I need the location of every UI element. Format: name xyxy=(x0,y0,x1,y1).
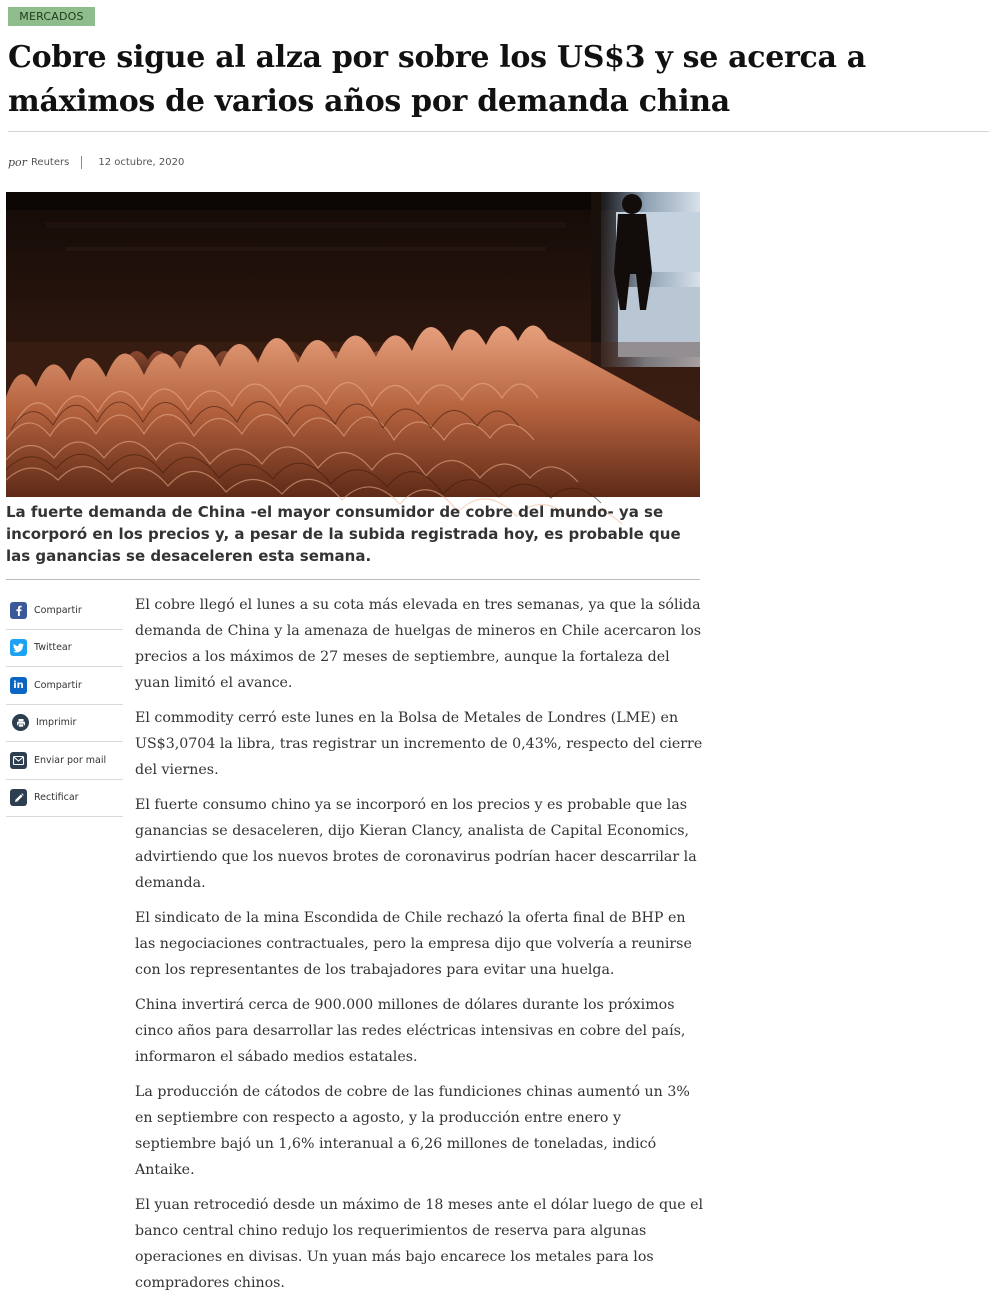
byline-separator xyxy=(81,156,82,169)
share-facebook-button[interactable] xyxy=(6,592,123,630)
paragraph: El commodity cerró este lunes en la Bolsa de Metales de Londres (LME) en US$3,0704 la libra, tras registrar un incremento de 0,43%, respecto del cierre del viernes. xyxy=(135,710,703,778)
author-name[interactable]: Reuters xyxy=(30,156,70,168)
print-label: Imprimir xyxy=(36,717,77,729)
category-tag[interactable]: MERCADOS xyxy=(8,7,95,26)
byline-prefix: por xyxy=(8,155,27,169)
paragraph: El yuan retrocedió desde un máximo de 18 meses ante el dólar luego de que el banco central chino redujo los requerimientos de reserva para algunas operaciones en divisas. Un yuan más bajo encarece los metales para los compradores chinos. xyxy=(135,1197,704,1291)
print-button[interactable] xyxy=(6,705,123,743)
paragraph: El sindicato de la mina Escondida de Chile rechazó la oferta final de BHP en las negociaciones contractuales, pero la empresa dijo que volvería a reunirse con los representantes de los trabajadores para evitar una huelga. xyxy=(135,910,692,978)
facebook-icon xyxy=(10,602,27,619)
byline xyxy=(8,154,184,170)
publish-date: 12 octubre, 2020 xyxy=(98,156,185,168)
paragraph: El fuerte consumo chino ya se incorporó en los precios y es probable que las ganancias se desaceleren, dijo Kieran Clancy, analista de Capital Economics, advirtiendo que los nuevos brotes de coronavirus podrían hacer descarrilar la demanda. xyxy=(135,797,697,891)
print-icon xyxy=(12,714,29,731)
correction-button[interactable] xyxy=(6,780,123,818)
article-body xyxy=(135,592,705,1305)
pencil-icon xyxy=(10,789,27,806)
paragraph: El cobre llegó el lunes a su cota más elevada en tres semanas, ya que la sólida demanda de China y la amenaza de huelgas de mineros en Chile acercaron los precios a los máximos de 27 meses de septiembre, aunque la fortaleza del yuan limitó el avance. xyxy=(135,597,702,691)
divider xyxy=(8,131,989,132)
email-button[interactable] xyxy=(6,742,123,780)
share-twitter-button[interactable] xyxy=(6,630,123,668)
share-linkedin-button[interactable] xyxy=(6,667,123,705)
paragraph: China invertirá cerca de 900.000 millones de dólares durante los próximos cinco años para desarrollar las redes eléctricas intensivas en cobre del país, informaron el sábado medios estatales. xyxy=(135,997,686,1065)
share-facebook-label: Compartir xyxy=(34,604,82,616)
article-hero-image xyxy=(6,192,700,497)
share-toolbar xyxy=(6,592,123,817)
divider xyxy=(6,579,700,580)
linkedin-icon: in xyxy=(10,677,27,694)
share-twitter-label: Twittear xyxy=(34,642,72,654)
article-title: Cobre sigue al alza por sobre los US$3 y se acerca a máximos de varios años por demanda china xyxy=(8,40,866,119)
email-label: Enviar por mail xyxy=(34,754,107,766)
paragraph: La producción de cátodos de cobre de las fundiciones chinas aumentó un 3% en septiembre con respecto a agosto, y la producción entre enero y septiembre bajó un 1,6% interanual a 6,26 millones de toneladas, indicó Antaike. xyxy=(135,1084,690,1178)
copper-cathodes-photo xyxy=(6,192,700,497)
correction-label: Rectificar xyxy=(34,792,79,804)
share-linkedin-label: Compartir xyxy=(34,679,82,691)
image-caption: La fuerte demanda de China -el mayor consumidor de cobre del mundo- ya se incorporó en los precios y, a pesar de la subida registrada hoy, es probable que las ganancias se desaceleren esta semana. xyxy=(6,503,681,565)
mail-icon xyxy=(10,752,27,769)
twitter-icon xyxy=(10,639,27,656)
